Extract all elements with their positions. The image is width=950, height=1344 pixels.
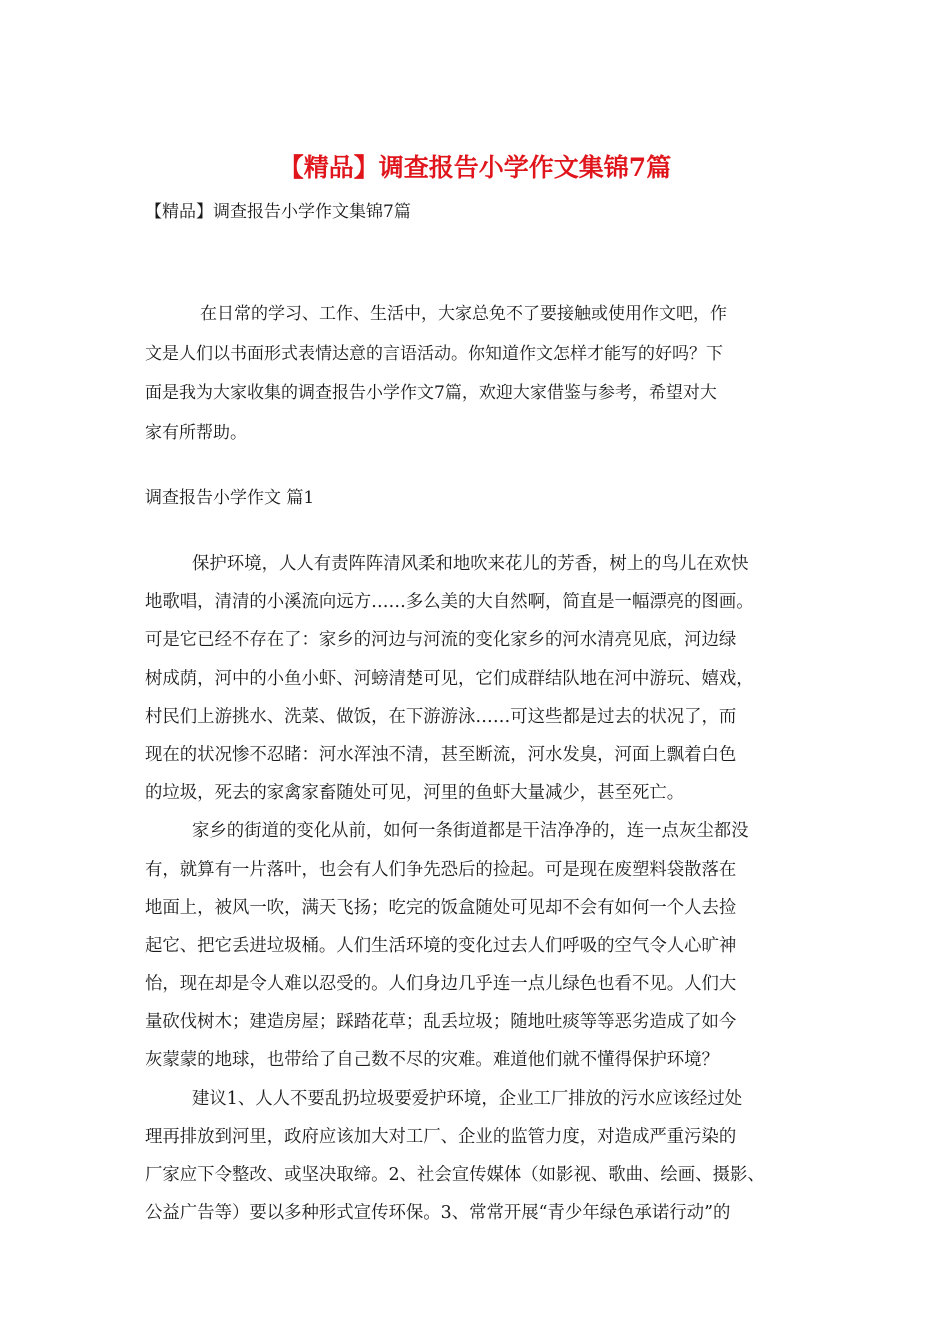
body-line: 灰蒙蒙的地球，也带给了自己数不尽的灾难。难道他们就不懂得保护环境？ [145, 1050, 719, 1071]
body-line: 地面上，被风一吹，满天飞扬；吃完的饭盒随处可见却不会有如何一个人去捡 [145, 897, 737, 918]
intro-paragraph [145, 298, 815, 456]
body-line: 厂家应下令整改、或坚决取缔。2、社会宣传媒体（如影视、歌曲、绘画、摄影、 [145, 1165, 765, 1185]
body-line: 村民们上游挑水、洗菜、做饭，在下游游泳……可这些都是过去的状况了，而 [145, 706, 737, 727]
document-title: 【精品】调查报告小学作文集锦7篇 [278, 153, 672, 182]
intro-line: 家有所帮助。 [145, 422, 247, 443]
document-subtitle: 【精品】调查报告小学作文集锦7篇 [145, 202, 411, 222]
essay-body [145, 548, 835, 1235]
body-line: 的垃圾，死去的家禽家畜随处可见，河里的鱼虾大量减少，甚至死亡。 [145, 783, 685, 804]
body-line: 保护环境，人人有责阵阵清风柔和地吹来花儿的芳香，树上的鸟儿在欢快 [192, 554, 749, 574]
intro-line: 文是人们以书面形式表情达意的言语活动。你知道作文怎样才能写的好吗？下 [145, 343, 723, 364]
body-line: 有，就算有一片落叶，也会有人们争先恐后的捡起。可是现在废塑料袋散落在 [145, 859, 737, 880]
intro-line: 在日常的学习、工作、生活中，大家总免不了要接触或使用作文吧，作 [200, 304, 727, 324]
body-line: 起它、把它丢进垃圾桶。人们生活环境的变化过去人们呼吸的空气令人心旷神 [145, 935, 737, 956]
body-line: 地歌唱，清清的小溪流向远方……多么美的大自然啊，简直是一幅漂亮的图画。 [145, 592, 754, 613]
body-line: 理再排放到河里，政府应该加大对工厂、企业的监管力度，对造成严重污染的 [145, 1126, 737, 1147]
body-line: 怡，现在却是令人难以忍受的。人们身边几乎连一点儿绿色也看不见。人们大 [145, 974, 737, 995]
body-line: 建议1、人人不要乱扔垃圾要爱护环境，企业工厂排放的污水应该经过处 [192, 1088, 743, 1109]
section-heading: 调查报告小学作文 篇1 [145, 488, 315, 508]
body-line: 量砍伐树木；建造房屋；踩踏花草；乱丢垃圾；随地吐痰等等恶劣造成了如今 [145, 1012, 737, 1033]
body-line: 现在的状况惨不忍睹：河水浑浊不清，甚至断流，河水发臭，河面上飘着白色 [145, 744, 737, 765]
body-line: 可是它已经不存在了：家乡的河边与河流的变化家乡的河水清亮见底，河边绿 [145, 630, 737, 651]
body-line: 公益广告等）要以多种形式宣传环保。3、常常开展“青少年绿色承诺行动”的 [145, 1203, 731, 1224]
body-line: 树成荫，河中的小鱼小虾、河螃清楚可见，它们成群结队地在河中游玩、嬉戏， [145, 668, 754, 689]
intro-line: 面是我为大家收集的调查报告小学作文7篇，欢迎大家借鉴与参考，希望对大 [145, 383, 717, 403]
body-line: 家乡的街道的变化从前，如何一条街道都是干洁净净的，连一点灰尘都没 [192, 821, 749, 842]
